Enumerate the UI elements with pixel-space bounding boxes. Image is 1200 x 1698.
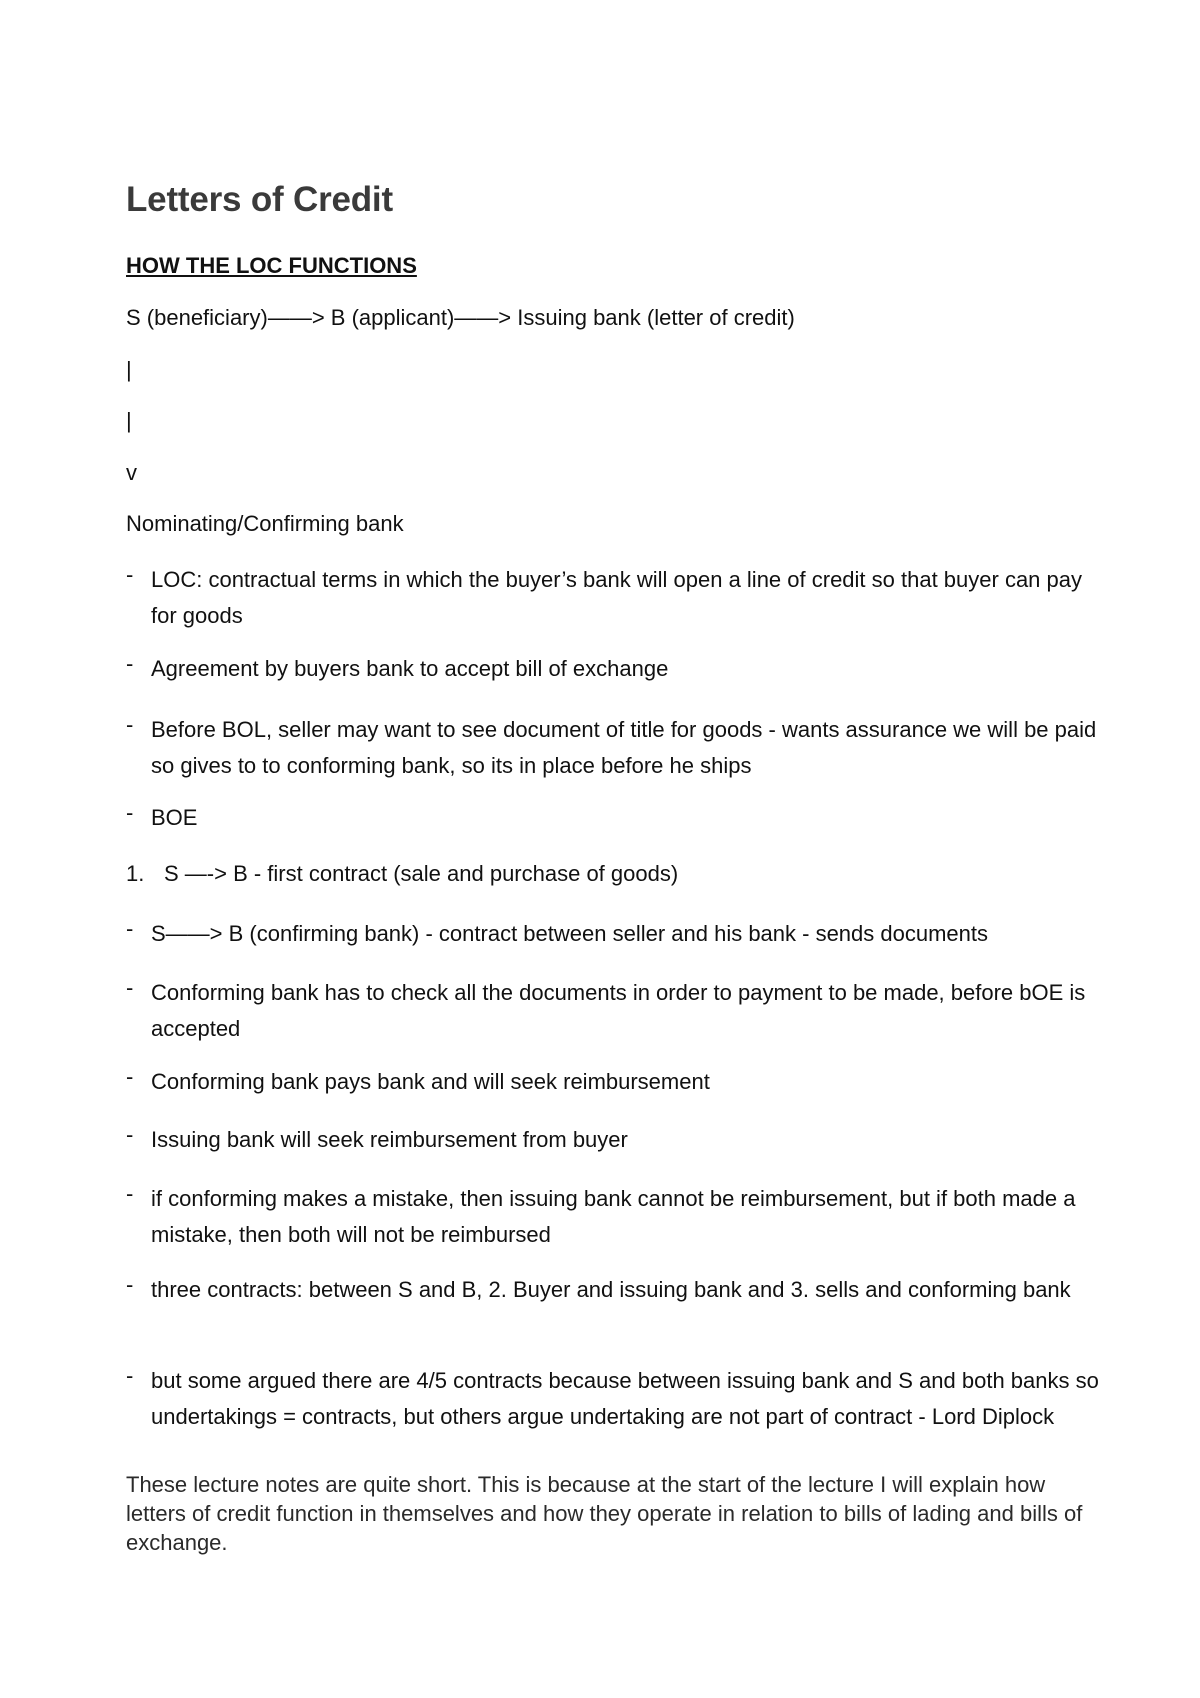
bullet-dash: - [126, 800, 134, 825]
page-title: Letters of Credit [126, 180, 393, 219]
bullet-text: Before BOL, seller may want to see document of title for goods - wants assurance we will be paid so gives to to conforming bank, so its in place before he ships [151, 717, 1097, 778]
flow-pipe-1: | [126, 357, 132, 382]
bullet-text: if conforming makes a mistake, then issuing bank cannot be reimbursement, but if both made a mistake, then both will not be reimbursed [151, 1186, 1076, 1247]
bullet-text: S——> B (confirming bank) - contract between seller and his bank - sends documents [151, 921, 989, 946]
bullet-dash: - [126, 1064, 134, 1089]
bullet-text: Agreement by buyers bank to accept bill of exchange [151, 656, 669, 681]
item-text: S —-> B - first contract (sale and purchase of goods) [164, 861, 679, 886]
bullet-text: but some argued there are 4/5 contracts because between issuing bank and S and both banks so undertakings = contracts, but others argue undertaking are not part of contract - Lord Diplock [151, 1368, 1099, 1429]
section-heading: HOW THE LOC FUNCTIONS [126, 253, 417, 278]
bullet-dash: - [126, 1272, 134, 1297]
bullet-text: three contracts: between S and B, 2. Buyer and issuing bank and 3. sells and conforming bank [151, 1277, 1071, 1302]
bullet-dash: - [126, 1181, 134, 1206]
footer-note: These lecture notes are quite short. This is because at the start of the lecture I will explain how letters of credit function in themselves and how they operate in relation to bills of lading and bills of exchange. [126, 1472, 1083, 1555]
bullet-text: Conforming bank has to check all the documents in order to payment to be made, before bOE is accepted [151, 980, 1086, 1041]
bullet-dash: - [126, 651, 134, 676]
flow-bank: Nominating/Confirming bank [126, 511, 404, 536]
bullet-dash: - [126, 916, 134, 941]
bullet-dash: - [126, 1363, 134, 1388]
bullet-text: Conforming bank pays bank and will seek reimbursement [151, 1069, 710, 1094]
flow-line: S (beneficiary)——> B (applicant)——> Issuing bank (letter of credit) [126, 305, 795, 330]
bullet-dash: - [126, 712, 134, 737]
bullet-text: BOE [151, 805, 198, 830]
bullet-text: LOC: contractual terms in which the buyer’s bank will open a line of credit so that buyer can pay for goods [151, 567, 1083, 628]
item-number: 1. [126, 861, 145, 886]
bullet-dash: - [126, 1122, 134, 1147]
bullet-text: Issuing bank will seek reimbursement from buyer [151, 1127, 628, 1152]
flow-arrow: v [126, 460, 137, 485]
bullet-dash: - [126, 562, 134, 587]
bullet-dash: - [126, 975, 134, 1000]
flow-pipe-2: | [126, 408, 132, 433]
